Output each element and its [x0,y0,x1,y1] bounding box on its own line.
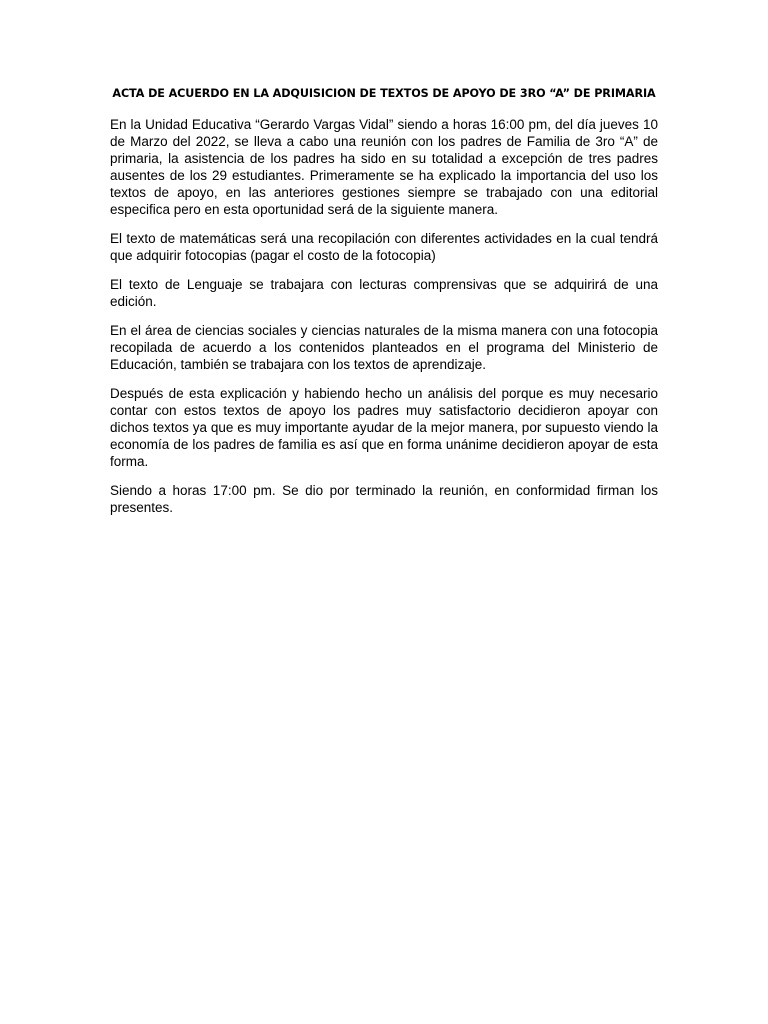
paragraph-closing: Siendo a horas 17:00 pm. Se dio por terminado la reunión, en conformidad firman los presentes. [110,483,658,515]
paragraph-sciences: En el área de ciencias sociales y ciencias naturales de la misma manera con una fotocopia recopilada de acuerdo a los contenidos planteados en el programa del Ministerio de Educación, también se trabajara con los textos de aprendizaje. [110,323,658,372]
document-body [110,116,658,528]
paragraph-meeting-intro: En la Unidad Educativa “Gerardo Vargas Vidal” siendo a horas 16:00 pm, del día jueves 10 de Marzo del 2022, se lleva a cabo una reunión con los padres de Familia de 3ro “A” de primaria, la asistencia de los padres ha sido en su totalidad a excepción de tres padres ausentes de los 29 estudiantes. Primeramente se ha explicado la importancia del uso los textos de apoyo, en las anteriores gestiones siempre se trabajado con una editorial especifica pero en esta oportunidad será de la siguiente manera. [110,117,658,217]
document-title: ACTA DE ACUERDO EN LA ADQUISICION DE TEXTOS DE APOYO DE 3RO “A” DE PRIMARIA [112,87,656,100]
paragraph-mathematics: El texto de matemáticas será una recopilación con diferentes actividades en la cual tendrá que adquirir fotocopias (pagar el costo de la fotocopia) [110,231,658,263]
paragraph-agreement: Después de esta explicación y habiendo hecho un análisis del porque es muy necesario contar con estos textos de apoyo los padres muy satisfactorio decidieron apoyar con dichos textos ya que es muy importante ayudar de la mejor manera, por supuesto viendo la economía de los padres de familia es así que en forma unánime decidieron apoyar de esta forma. [110,386,658,469]
paragraph-language: El texto de Lenguaje se trabajara con lecturas comprensivas que se adquirirá de una edición. [110,277,658,309]
